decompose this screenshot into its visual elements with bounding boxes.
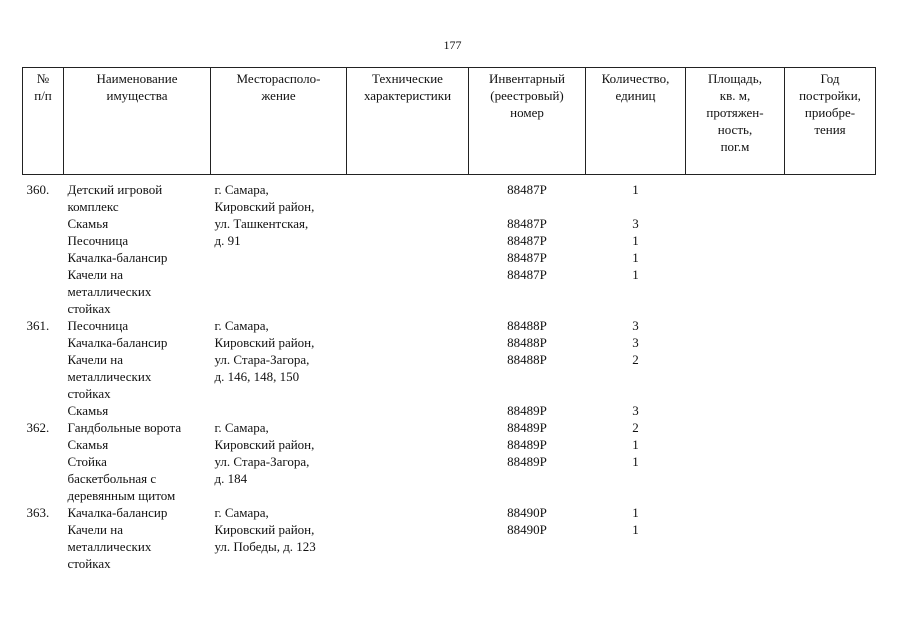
item-names: Гандбольные ворота Скамья Стойка баскетбольная с деревянным щитом <box>67 420 182 503</box>
item-inventory-numbers: 88489Р 88489Р 88489Р <box>507 420 547 469</box>
item-quantities: 1 3 1 1 1 <box>632 182 639 282</box>
header-name: Наименование имущества <box>64 68 211 175</box>
item-names: Детский игровой комплекс Скамья Песочница Качалка-балансир Качели на металлических стойках <box>67 182 168 316</box>
header-quantity: Количество, единиц <box>586 68 686 175</box>
item-technical <box>347 419 469 504</box>
header-number: № п/п <box>23 68 64 175</box>
row-number: 361. <box>26 318 50 333</box>
item-location: г. Самара, Кировский район, ул. Ташкентская, д. 91 <box>214 182 315 248</box>
item-area <box>686 504 785 572</box>
table-row <box>23 317 876 419</box>
header-area: Площадь, кв. м, протяжен- ность, пог.м <box>686 68 785 175</box>
item-technical <box>347 504 469 572</box>
table-row <box>23 504 876 572</box>
item-inventory-numbers: 88488Р 88488Р 88488Р 88489Р <box>507 318 547 418</box>
table-row <box>23 419 876 504</box>
item-names: Качалка-балансир Качели на металлических стойках <box>67 505 168 571</box>
item-location: г. Самара, Кировский район, ул. Победы, д. 123 <box>214 505 316 554</box>
header-technical: Технические характеристики <box>347 68 469 175</box>
item-year <box>785 419 876 504</box>
item-quantities: 3 3 2 3 <box>632 318 639 418</box>
item-year <box>785 175 876 318</box>
header-inventory-number: Инвентарный (реестровый) номер <box>469 68 586 175</box>
row-number: 363. <box>26 505 50 520</box>
item-year <box>785 317 876 419</box>
item-location: г. Самара, Кировский район, ул. Стара-Загора, д. 146, 148, 150 <box>214 318 315 384</box>
item-quantities: 1 1 <box>632 505 639 537</box>
item-inventory-numbers: 88487Р 88487Р 88487Р 88487Р 88487Р <box>507 182 547 282</box>
item-names: Песочница Качалка-балансир Качели на металлических стойках Скамья <box>67 318 168 418</box>
item-technical <box>347 317 469 419</box>
item-area <box>686 419 785 504</box>
item-quantities: 2 1 1 <box>632 420 639 469</box>
property-register-table <box>22 67 876 572</box>
item-inventory-numbers: 88490Р 88490Р <box>507 505 547 537</box>
header-year: Год постройки, приобре- тения <box>785 68 876 175</box>
row-number: 360. <box>26 182 50 197</box>
page-number: 177 <box>443 38 462 52</box>
row-number: 362. <box>26 420 50 435</box>
item-area <box>686 175 785 318</box>
item-location: г. Самара, Кировский район, ул. Стара-Загора, д. 184 <box>214 420 315 486</box>
item-area <box>686 317 785 419</box>
item-year <box>785 504 876 572</box>
table-header-row <box>23 68 876 175</box>
table-row <box>23 175 876 318</box>
header-location: Месторасполо- жение <box>211 68 347 175</box>
item-technical <box>347 175 469 318</box>
